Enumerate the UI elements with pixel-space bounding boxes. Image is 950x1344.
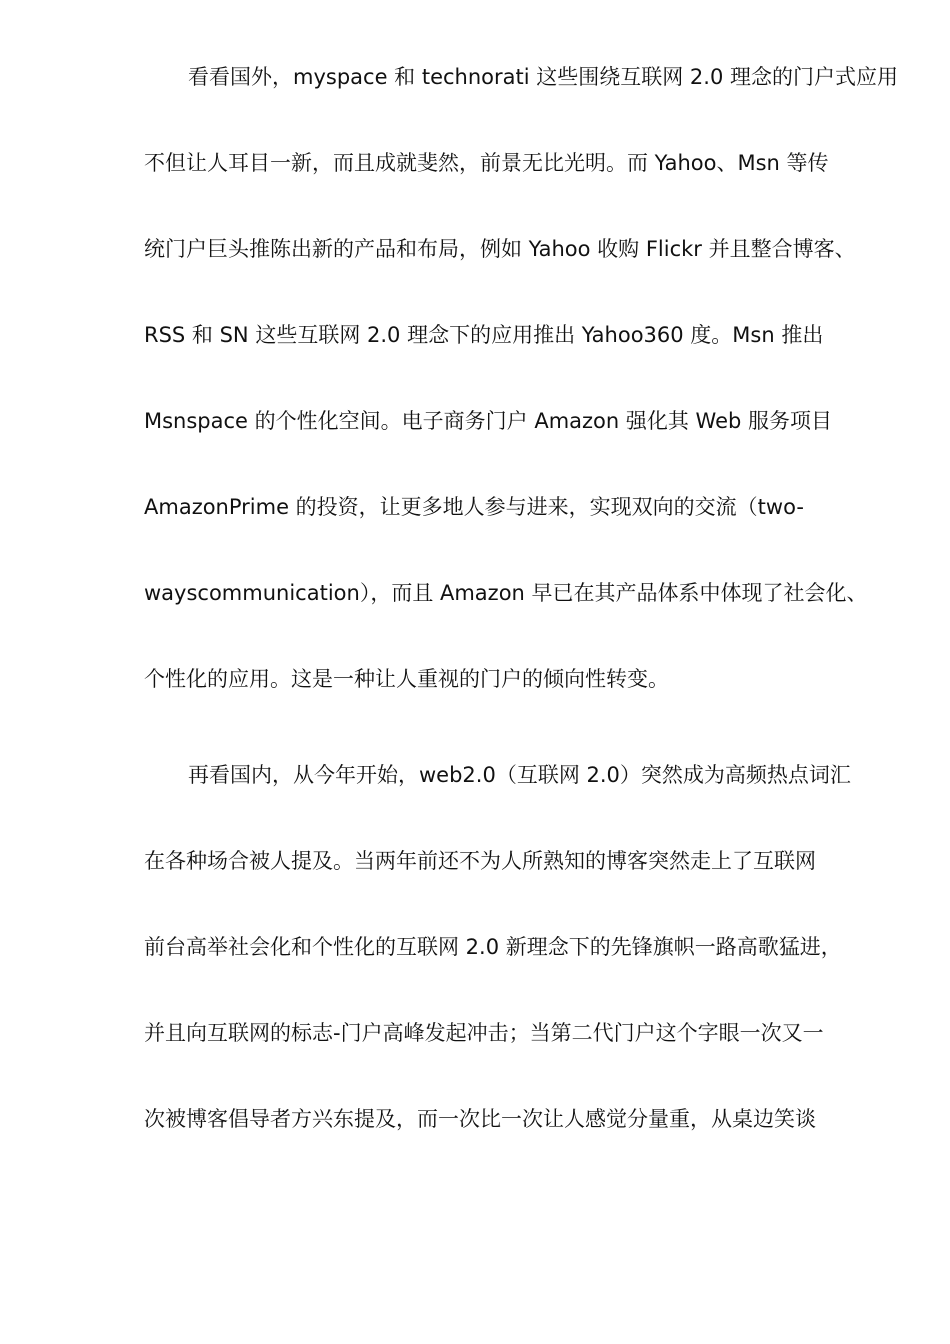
- paragraph-1-line-4: RSS 和 SN 这些互联网 2.0 理念下的应用推出 Yahoo360 度。Msn 推出: [144, 323, 824, 347]
- paragraph-2-line-1: 再看国内，从今年开始，web2.0（互联网 2.0）突然成为高频热点词汇: [188, 763, 851, 787]
- paragraph-1-line-8: 个性化的应用。这是一种让人重视的门户的倾向性转变。: [144, 667, 669, 691]
- paragraph-1-line-5: Msnspace 的个性化空间。电子商务门户 Amazon 强化其 Web 服务项目: [144, 409, 833, 433]
- paragraph-1-line-6: AmazonPrime 的投资，让更多地人参与进来，实现双向的交流（two-: [144, 495, 804, 519]
- paragraph-2-line-2: 在各种场合被人提及。当两年前还不为人所熟知的博客突然走上了互联网: [144, 849, 816, 873]
- paragraph-1-line-2: 不但让人耳目一新，而且成就斐然，前景无比光明。而 Yahoo、Msn 等传: [144, 151, 829, 175]
- paragraph-1-line-3: 统门户巨头推陈出新的产品和布局，例如 Yahoo 收购 Flickr 并且整合博客、: [144, 237, 856, 261]
- paragraph-1-line-7: wayscommunication），而且 Amazon 早已在其产品体系中体现了社会化、: [144, 581, 868, 605]
- paragraph-2-line-5: 次被博客倡导者方兴东提及，而一次比一次让人感觉分量重，从桌边笑谈: [144, 1107, 816, 1131]
- paragraph-2-line-4: 并且向互联网的标志-门户高峰发起冲击；当第二代门户这个字眼一次又一: [144, 1021, 824, 1045]
- paragraph-1-line-1: 看看国外，myspace 和 technorati 这些围绕互联网 2.0 理念的门户式应用: [188, 65, 898, 89]
- paragraph-2-line-3: 前台高举社会化和个性化的互联网 2.0 新理念下的先锋旗帜一路高歌猛进，: [144, 935, 842, 959]
